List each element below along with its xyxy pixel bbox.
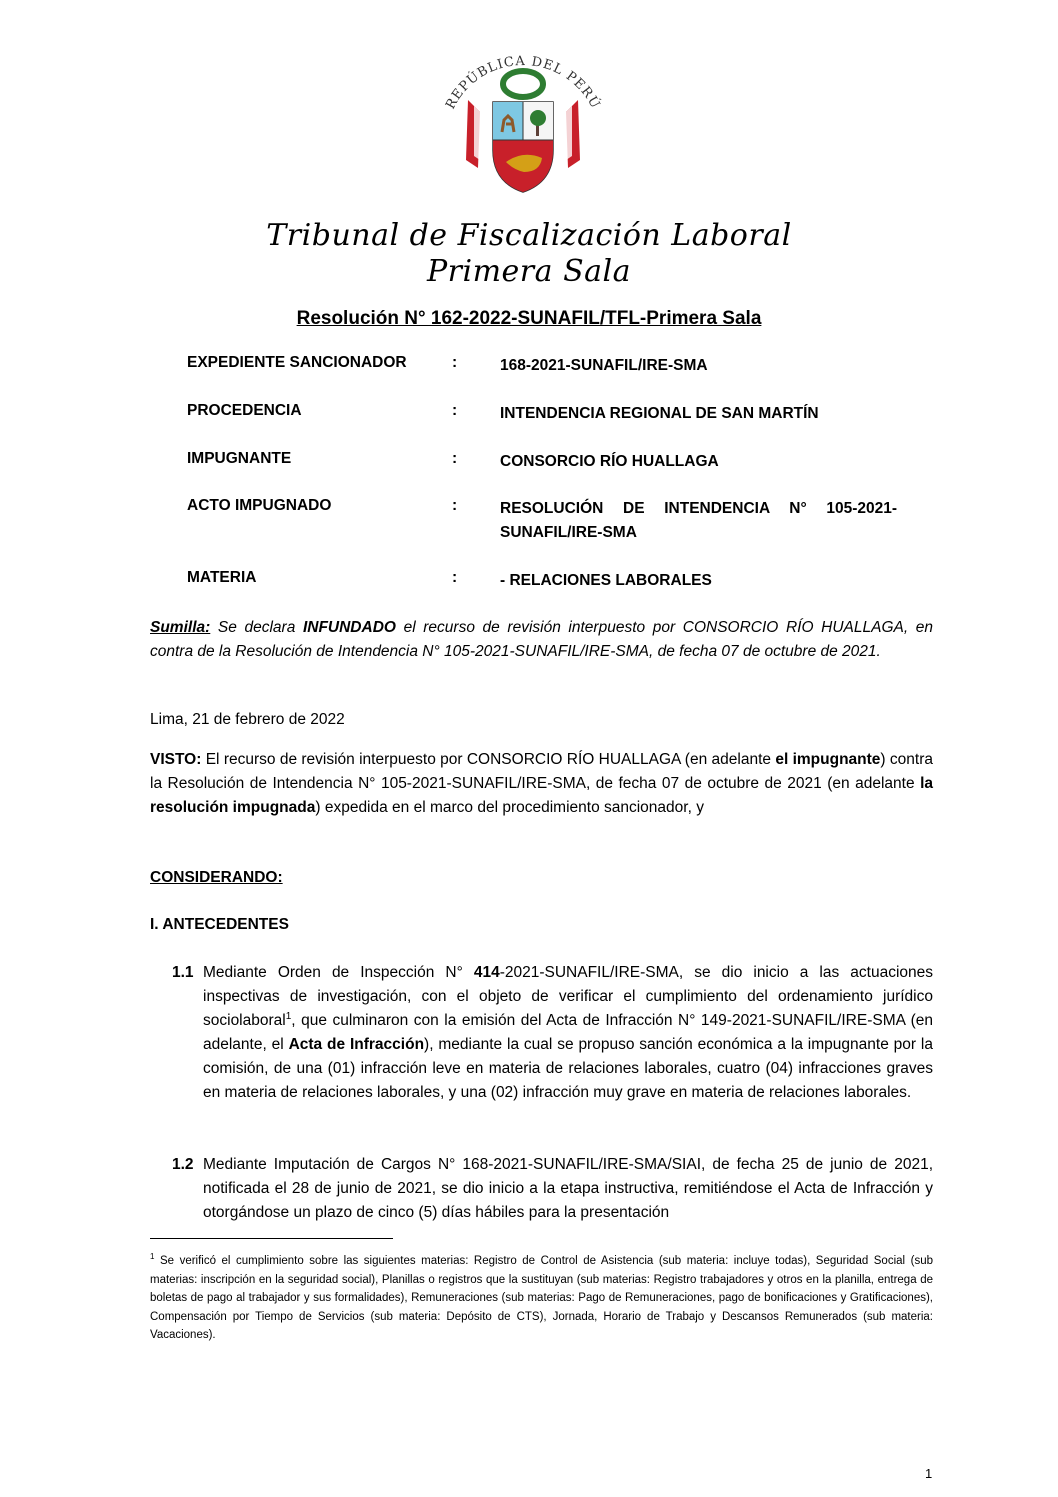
visto-paragraph (150, 748, 933, 820)
item-text: Mediante Imputación de Cargos N° 168-2021-SUNAFIL/IRE-SMA/SIAI, de fecha 25 de junio de 2021, notificada el 28 de junio de 2021, se dio inicio a la etapa instructiva, remitiéndose el Acta de Infracción y otorgándose un plazo de cinco (5) días hábiles para la presentación (203, 1156, 933, 1221)
antecedente-item-1-2 (150, 1153, 933, 1225)
date-line: Lima, 21 de febrero de 2022 (150, 711, 345, 728)
visto-label: VISTO: (150, 751, 202, 768)
meta-value: 168-2021-SUNAFIL/IRE-SMA (500, 357, 708, 374)
meta-label: MATERIA (187, 569, 257, 586)
meta-value: INTENDENCIA REGIONAL DE SAN MARTÍN (500, 405, 819, 422)
peru-coat-of-arms-seal (428, 50, 618, 200)
meta-colon: : (452, 354, 458, 371)
item-text-part: Mediante Orden de Inspección N° (203, 964, 474, 981)
meta-label: EXPEDIENTE SANCIONADOR (187, 354, 407, 371)
sumilla-text: el recurso de revisión interpuesto por CONSORCIO RÍO HUALLAGA, en contra de la Resolución de Intendencia N° 105-2021-SUNAFIL/IRE-SMA, de fecha 07 de octubre de 2021. (150, 619, 934, 660)
footnote-text: Se verificó el cumplimiento sobre las siguientes materias: Registro de Control de Asistencia (sub materia: incluye todas), Seguridad Social (sub materias: inscripción en la seguridad social), Planillas o registros que la sustituyan (sub materias: Registro trabajadores y otros en la planilla, entrega de boletas de pago al trabajador y sus formalidades), Remuneraciones (sub materias: Pago de Remuneraciones, pago de bonificaciones y Gratificaciones), Compensación por Tiempo de Servicios (sub materia: Depósito de CTS), Jornada, Horario de Trabajo y Descansos Remunerados (sub materia: Vacaciones). (150, 1255, 933, 1341)
sala-name: Primera Sala (426, 254, 631, 289)
meta-colon: : (452, 569, 458, 586)
sumilla-paragraph (150, 616, 933, 664)
antecedentes-heading: I. ANTECEDENTES (150, 916, 289, 933)
considerando-heading: CONSIDERANDO: (150, 869, 283, 886)
meta-colon: : (452, 497, 458, 514)
sumilla-text: Se declara (210, 619, 303, 636)
sumilla-label: Sumilla: (150, 619, 211, 636)
item-text (203, 961, 933, 1105)
item-text-part: , que culminaron con la emisión del Acta de Infracción N° 149-2021-SUNAFIL/IRE-SMA (en adelante, el (203, 1012, 933, 1053)
item-text-part: -2021-SUNAFIL/IRE-SMA, se dio inicio a las actuaciones inspectivas de investigación, con el objeto de verificar el cumplimiento del ordenamiento jurídico sociolaboral (203, 964, 933, 1029)
meta-colon: : (452, 450, 458, 467)
item-number: 1.1 (172, 964, 194, 981)
visto-text: ) contra la Resolución de Intendencia N° 105-2021-SUNAFIL/IRE-SMA, de fecha 07 de octubre de 2021 (en adelante (150, 751, 933, 792)
footnote-divider (150, 1238, 393, 1239)
visto-text: El recurso de revisión interpuesto por CONSORCIO RÍO HUALLAGA (en adelante (201, 751, 776, 768)
visto-text: ) expedida en el marco del procedimiento sancionador, y (315, 799, 704, 816)
meta-value: RESOLUCIÓN DE INTENDENCIA N° 105-2021-SUNAFIL/IRE-SMA (500, 500, 897, 541)
meta-colon: : (452, 402, 458, 419)
resolution-title: Resolución N° 162-2022-SUNAFIL/TFL-Primera Sala (296, 308, 762, 329)
meta-value: CONSORCIO RÍO HUALLAGA (500, 453, 719, 470)
visto-bold: el impugnante (775, 751, 881, 768)
antecedente-item-1-1 (150, 961, 933, 1105)
meta-label: IMPUGNANTE (187, 450, 292, 467)
item-number: 1.2 (172, 1156, 194, 1173)
footnote-number: 1 (150, 1252, 155, 1262)
meta-value: - RELACIONES LABORALES (500, 572, 712, 589)
meta-label: PROCEDENCIA (187, 402, 302, 419)
tribunal-name: Tribunal de Fiscalización Laboral (266, 218, 792, 253)
meta-label: ACTO IMPUGNADO (187, 497, 332, 514)
item-bold-part: 414 (473, 964, 500, 981)
footnote (150, 1252, 933, 1345)
page-number: 1 (925, 1466, 933, 1481)
footnote-ref: 1 (285, 1010, 292, 1022)
sumilla-bold: INFUNDADO (302, 619, 396, 636)
item-bold-part: Acta de Infracción (288, 1036, 425, 1053)
svg-text:REPÚBLICA DEL PERÚ: REPÚBLICA DEL PERÚ (443, 53, 603, 112)
item-text-part: ), mediante la cual se propuso sanción económica a la impugnante por la comisión, de una (01) infracción leve en materia de relaciones laborales, cuatro (04) infracciones graves en materia de relaciones laborales, y una (02) infracción muy grave en materia de relaciones laborales. (203, 1036, 933, 1101)
visto-bold: la resolución impugnada (150, 775, 933, 816)
